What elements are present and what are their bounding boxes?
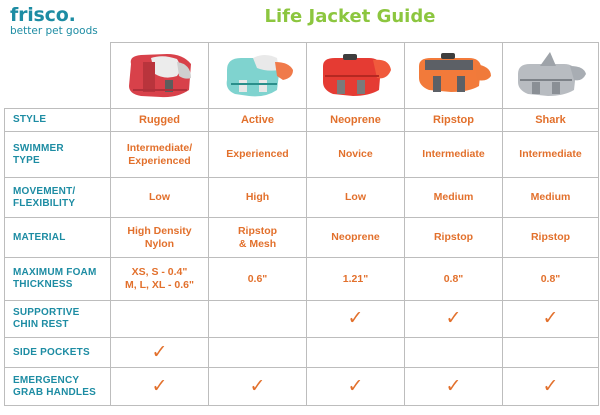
style-value: Active xyxy=(209,109,307,132)
check-icon: ✓ xyxy=(445,307,462,329)
movement-value: High xyxy=(209,178,307,218)
product-image-cell xyxy=(209,43,307,109)
brand-name: frisco. xyxy=(10,4,76,26)
material-value: Neoprene xyxy=(307,218,405,258)
movement-value: Medium xyxy=(503,178,599,218)
chin-rest-cell xyxy=(405,301,503,338)
row-label-movement: MOVEMENT/ FLEXIBILITY xyxy=(5,178,111,218)
product-image-cell xyxy=(503,43,599,109)
style-value: Neoprene xyxy=(307,109,405,132)
style-value: Rugged xyxy=(111,109,209,132)
grab-handles-cell xyxy=(307,368,405,406)
rugged-life-jacket-image xyxy=(121,50,199,102)
chin-rest-row xyxy=(5,301,599,338)
ripstop-life-jacket-image xyxy=(415,50,493,102)
comparison-table xyxy=(4,42,599,406)
row-label-side-pockets: SIDE POCKETS xyxy=(5,338,111,368)
material-row xyxy=(5,218,599,258)
movement-value: Low xyxy=(307,178,405,218)
product-image-cell xyxy=(405,43,503,109)
material-value: High Density Nylon xyxy=(111,218,209,258)
product-image-cell xyxy=(111,43,209,109)
check-icon: ✓ xyxy=(542,374,559,397)
row-label-style: STYLE xyxy=(5,109,111,132)
grab-handles-cell xyxy=(405,368,503,406)
foam-thickness-value: 0.8" xyxy=(503,258,599,301)
style-row xyxy=(5,109,599,132)
foam-thickness-value: 1.21" xyxy=(307,258,405,301)
side-pockets-row xyxy=(5,338,599,368)
check-icon: ✓ xyxy=(151,340,168,363)
foam-thickness-value: XS, S - 0.4" M, L, XL - 0.6" xyxy=(111,258,209,301)
row-label-swimmer-type: SWIMMER TYPE xyxy=(5,132,111,178)
grab-handles-cell xyxy=(503,368,599,406)
movement-value: Medium xyxy=(405,178,503,218)
page-title: Life Jacket Guide xyxy=(264,6,436,27)
style-value: Shark xyxy=(503,109,599,132)
swimmer-type-value: Experienced xyxy=(209,132,307,178)
check-icon: ✓ xyxy=(151,374,168,397)
swimmer-type-row xyxy=(5,132,599,178)
check-icon: ✓ xyxy=(347,307,364,329)
frisco-logo xyxy=(10,4,98,37)
chin-rest-cell xyxy=(307,301,405,338)
movement-row xyxy=(5,178,599,218)
grab-handles-cell xyxy=(209,368,307,406)
side-pockets-cell xyxy=(307,338,405,368)
grab-handles-row xyxy=(5,368,599,406)
product-image-cell xyxy=(307,43,405,109)
style-value: Ripstop xyxy=(405,109,503,132)
row-label-chin-rest: SUPPORTIVE CHIN REST xyxy=(5,301,111,338)
swimmer-type-value: Intermediate/ Experienced xyxy=(111,132,209,178)
row-label-material: MATERIAL xyxy=(5,218,111,258)
row-label-foam-thickness: MAXIMUM FOAM THICKNESS xyxy=(5,258,111,301)
check-icon: ✓ xyxy=(347,374,364,397)
side-pockets-cell xyxy=(503,338,599,368)
foam-thickness-value: 0.6" xyxy=(209,258,307,301)
side-pockets-cell xyxy=(209,338,307,368)
material-value: Ripstop xyxy=(405,218,503,258)
chin-rest-cell xyxy=(209,301,307,338)
check-icon: ✓ xyxy=(542,307,559,329)
active-life-jacket-image xyxy=(219,50,297,102)
row-label-grab-handles: EMERGENCY GRAB HANDLES xyxy=(5,368,111,406)
chin-rest-cell xyxy=(503,301,599,338)
movement-value: Low xyxy=(111,178,209,218)
foam-thickness-row xyxy=(5,258,599,301)
side-pockets-cell xyxy=(111,338,209,368)
swimmer-type-value: Intermediate xyxy=(503,132,599,178)
material-value: Ripstop & Mesh xyxy=(209,218,307,258)
check-icon: ✓ xyxy=(445,374,462,397)
neoprene-life-jacket-image xyxy=(317,50,395,102)
material-value: Ripstop xyxy=(503,218,599,258)
foam-thickness-value: 0.8" xyxy=(405,258,503,301)
grab-handles-cell xyxy=(111,368,209,406)
swimmer-type-value: Intermediate xyxy=(405,132,503,178)
product-image-row xyxy=(5,43,599,109)
shark-life-jacket-image xyxy=(512,50,590,102)
brand-tagline: better pet goods xyxy=(10,25,98,37)
check-icon: ✓ xyxy=(249,374,266,397)
chin-rest-cell xyxy=(111,301,209,338)
table-corner xyxy=(5,43,111,109)
side-pockets-cell xyxy=(405,338,503,368)
swimmer-type-value: Novice xyxy=(307,132,405,178)
